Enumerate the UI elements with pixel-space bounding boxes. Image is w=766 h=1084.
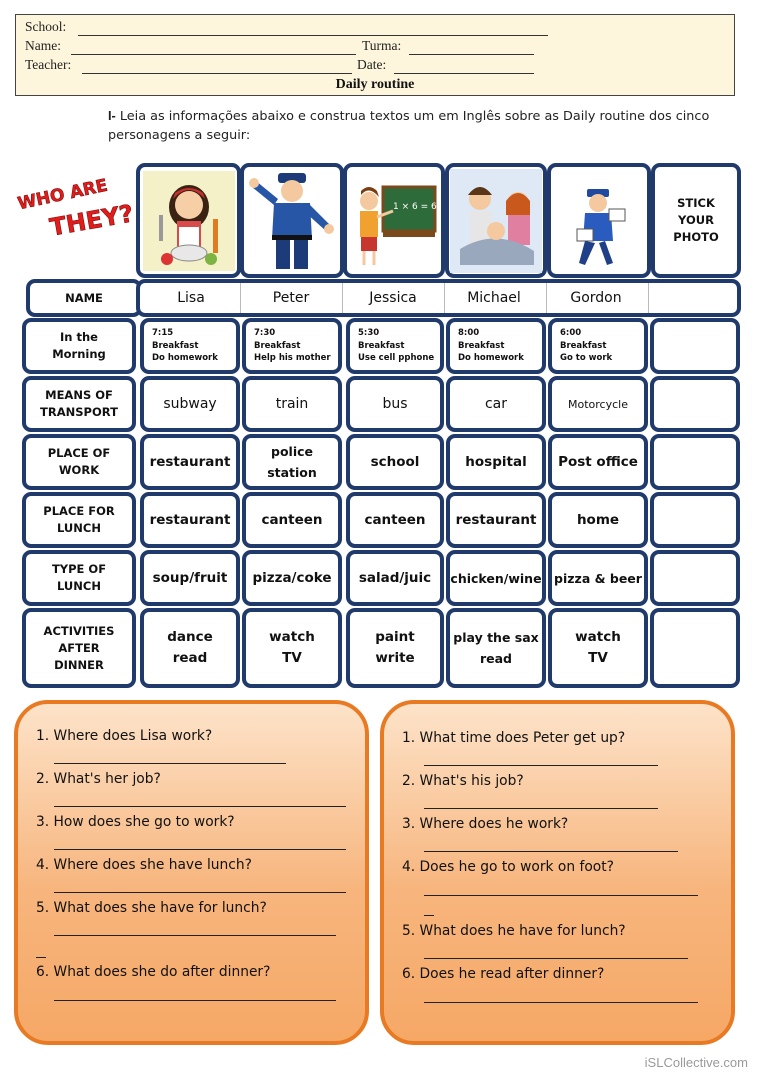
question-right-6: 6. Does he read after dinner? <box>402 966 605 982</box>
teacher-illustration <box>349 171 439 271</box>
answer-line-right-1[interactable] <box>424 765 658 766</box>
header-box <box>15 14 735 96</box>
transport-michael: car <box>446 376 546 432</box>
lunch-type-lisa: soup/fruit <box>140 550 240 606</box>
lunch-type-you[interactable] <box>650 550 740 606</box>
who-line2: THEY? <box>47 199 136 242</box>
answer-line-right-3[interactable] <box>424 851 678 852</box>
question-right-5: 5. What does he have for lunch? <box>402 923 626 939</box>
morning-lisa: 7:15 Breakfast Do homework <box>140 318 240 374</box>
answer-line-right-4b[interactable] <box>424 915 434 916</box>
instruction-text: Leia as informações abaixo e construa textos um em Inglês sobre as Daily routine dos cinco personagens a seguir: <box>108 109 710 143</box>
question-left-4: 4. Where does she have lunch? <box>36 857 252 873</box>
work-michael: hospital <box>446 434 546 490</box>
question-left-6: 6. What does she do after dinner? <box>36 964 271 980</box>
who-line1: WHO ARE <box>15 175 110 215</box>
question-right-4: 4. Does he go to work on foot? <box>402 859 614 875</box>
transport-gordon: Motorcycle <box>548 376 648 432</box>
row-label-work: PLACE OF WORK <box>22 434 136 490</box>
answer-line-left-3[interactable] <box>54 849 346 850</box>
instruction-number: I- <box>108 108 116 123</box>
lunch-place-jessica: canteen <box>346 492 444 548</box>
activities-michael: play the sax read <box>446 608 546 688</box>
lunch-place-you[interactable] <box>650 492 740 548</box>
answer-line-left-6[interactable] <box>54 1000 336 1001</box>
morning-gordon: 6:00 Breakfast Go to work <box>548 318 648 374</box>
name-michael: Michael <box>445 283 543 313</box>
turma-line[interactable] <box>409 54 534 55</box>
work-you[interactable] <box>650 434 740 490</box>
answer-line-left-2[interactable] <box>54 806 346 807</box>
lunch-type-jessica: salad/juic <box>346 550 444 606</box>
page-title: Daily routine <box>335 77 415 92</box>
answer-line-left-4[interactable] <box>54 892 346 893</box>
name-peter: Peter <box>242 283 340 313</box>
morning-michael: 8:00 Breakfast Do homework <box>446 318 546 374</box>
svg-text:1 × 6 = 6: 1 × 6 = 6 <box>393 201 437 212</box>
name-divider <box>444 283 445 313</box>
lunch-place-lisa: restaurant <box>140 492 240 548</box>
name-divider <box>342 283 343 313</box>
teacher-label: Teacher: <box>25 57 72 72</box>
question-right-3: 3. Where does he work? <box>402 816 569 832</box>
name-label: Name: <box>25 38 61 53</box>
question-left-5: 5. What does she have for lunch? <box>36 900 267 916</box>
answer-line-right-2[interactable] <box>424 808 658 809</box>
question-left-3: 3. How does she go to work? <box>36 814 235 830</box>
school-line[interactable] <box>78 35 548 36</box>
teacher-line[interactable] <box>82 73 352 74</box>
row-label-morning: In the Morning <box>22 318 136 374</box>
name-jessica: Jessica <box>344 283 442 313</box>
row-label-lunch-place: PLACE FOR LUNCH <box>22 492 136 548</box>
answer-line-left-5[interactable] <box>54 935 336 936</box>
work-gordon: Post office <box>548 434 648 490</box>
activities-gordon: watch TV <box>548 608 648 688</box>
turma-label: Turma: <box>362 38 402 53</box>
work-peter: police station <box>242 434 342 490</box>
lunch-place-peter: canteen <box>242 492 342 548</box>
lunch-type-michael: chicken/wine <box>446 550 546 606</box>
picture-jessica <box>343 163 445 278</box>
work-lisa: restaurant <box>140 434 240 490</box>
transport-jessica: bus <box>346 376 444 432</box>
postman-illustration <box>553 171 645 271</box>
row-label-lunch-type: TYPE OF LUNCH <box>22 550 136 606</box>
morning-jessica: 5:30 Breakfast Use cell pphone <box>346 318 444 374</box>
name-divider <box>648 283 649 313</box>
stick-photo-cell[interactable]: STICK YOUR PHOTO <box>651 163 741 278</box>
row-label-name: NAME <box>26 279 142 317</box>
picture-peter <box>240 163 344 278</box>
picture-gordon <box>547 163 651 278</box>
date-line[interactable] <box>394 73 534 74</box>
name-divider <box>240 283 241 313</box>
activities-you[interactable] <box>650 608 740 688</box>
row-label-activities: ACTIVITIES AFTER DINNER <box>22 608 136 688</box>
policeman-illustration <box>246 169 338 273</box>
question-right-2: 2. What's his job? <box>402 773 524 789</box>
morning-peter: 7:30 Breakfast Help his mother <box>242 318 342 374</box>
dentist-illustration <box>450 169 542 273</box>
answer-line-right-6[interactable] <box>424 1002 698 1003</box>
activities-peter: watch TV <box>242 608 342 688</box>
question-right-1: 1. What time does Peter get up? <box>402 730 626 746</box>
morning-you[interactable] <box>650 318 740 374</box>
picture-lisa <box>136 163 241 278</box>
answer-line-right-5[interactable] <box>424 958 688 959</box>
name-divider <box>546 283 547 313</box>
name-gordon: Gordon <box>547 283 645 313</box>
cook-girl-illustration <box>143 171 235 271</box>
lunch-type-gordon: pizza & beer <box>548 550 648 606</box>
name-line[interactable] <box>71 54 356 55</box>
instruction <box>108 106 728 145</box>
answer-line-left-1[interactable] <box>54 763 286 764</box>
question-left-2: 2. What's her job? <box>36 771 161 787</box>
lunch-type-peter: pizza/coke <box>242 550 342 606</box>
activities-lisa: dance read <box>140 608 240 688</box>
transport-lisa: subway <box>140 376 240 432</box>
activities-jessica: paint write <box>346 608 444 688</box>
date-label: Date: <box>357 57 387 72</box>
transport-peter: train <box>242 376 342 432</box>
who-are-they-title <box>12 160 136 250</box>
transport-you[interactable] <box>650 376 740 432</box>
school-label: School: <box>25 19 67 34</box>
watermark: iSLCollective.com <box>644 1055 748 1070</box>
answer-line-left-5b[interactable] <box>36 957 46 958</box>
question-left-1: 1. Where does Lisa work? <box>36 728 213 744</box>
picture-michael <box>445 163 547 278</box>
name-lisa: Lisa <box>142 283 240 313</box>
lunch-place-michael: restaurant <box>446 492 546 548</box>
lunch-place-gordon: home <box>548 492 648 548</box>
answer-line-right-4[interactable] <box>424 895 698 896</box>
row-label-transport: MEANS OF TRANSPORT <box>22 376 136 432</box>
work-jessica: school <box>346 434 444 490</box>
